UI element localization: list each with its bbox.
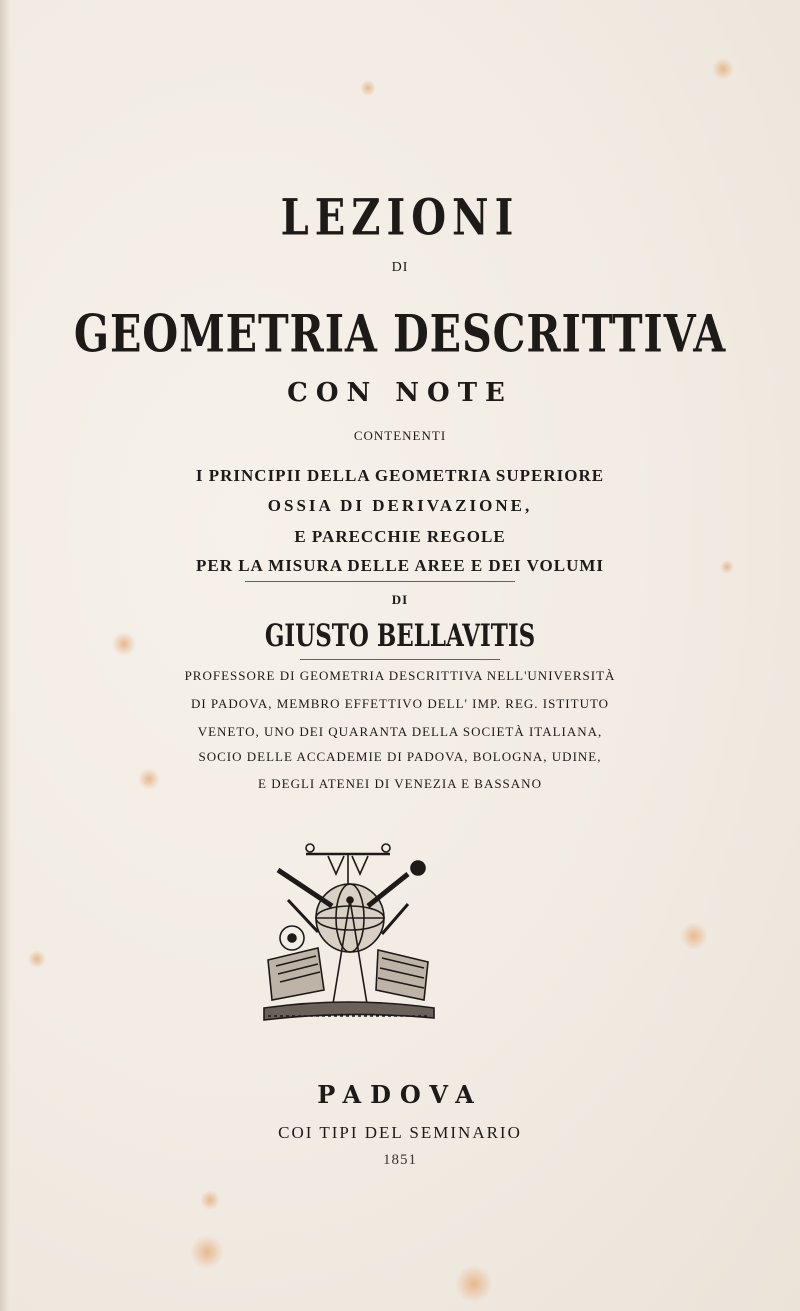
imprint-year: 1851 bbox=[383, 1152, 417, 1168]
foxing-spot bbox=[360, 80, 376, 96]
foxing-spot bbox=[28, 950, 46, 968]
author-name: GIUSTO BELLAVITIS bbox=[264, 617, 536, 654]
imprint-printer: COI TIPI DEL SEMINARIO bbox=[278, 1123, 522, 1142]
contents-line: OSSIA DI DERIVAZIONE, bbox=[267, 496, 533, 515]
foxing-spot bbox=[680, 922, 708, 950]
foxing-spot bbox=[455, 1265, 493, 1303]
imprint-city: PADOVA bbox=[317, 1080, 483, 1109]
author-affiliation-line: DI PADOVA, MEMBRO EFFETTIVO DELL' IMP. REG. ISTITUTO bbox=[190, 696, 610, 711]
by-label: DI bbox=[391, 592, 409, 607]
divider-rule bbox=[245, 581, 515, 582]
title-di: DI bbox=[391, 260, 409, 275]
title-main: LEZIONI bbox=[280, 188, 520, 247]
contents-line: E PARECCHIE REGOLE bbox=[294, 527, 506, 546]
foxing-spot bbox=[200, 1190, 220, 1210]
title-with-notes: CON NOTE bbox=[287, 378, 513, 408]
author-affiliation-line: E DEGLI ATENEI DI VENEZIA E BASSANO bbox=[258, 776, 542, 791]
author-affiliation-line: VENETO, UNO DEI QUARANTA DELLA SOCIETÀ ITALIANA, bbox=[197, 724, 603, 739]
author-affiliation-line: PROFESSORE DI GEOMETRIA DESCRITTIVA NELL'UNIVERSITÀ bbox=[184, 668, 616, 683]
title-subject: GEOMETRIA DESCRITTIVA bbox=[73, 303, 727, 365]
author-affiliation-line: SOCIO DELLE ACCADEMIE DI PADOVA, BOLOGNA, UDINE, bbox=[198, 749, 602, 764]
contents-line: I PRINCIPII DELLA GEOMETRIA SUPERIORE bbox=[195, 466, 605, 485]
contents-label: CONTENENTI bbox=[353, 428, 447, 443]
foxing-spot bbox=[190, 1235, 224, 1269]
contents-line: PER LA MISURA DELLE AREE E DEI VOLUMI bbox=[195, 556, 605, 575]
scientific-instruments-vignette-icon bbox=[258, 840, 438, 1025]
foxing-spot bbox=[712, 58, 734, 80]
divider-rule bbox=[300, 659, 500, 660]
